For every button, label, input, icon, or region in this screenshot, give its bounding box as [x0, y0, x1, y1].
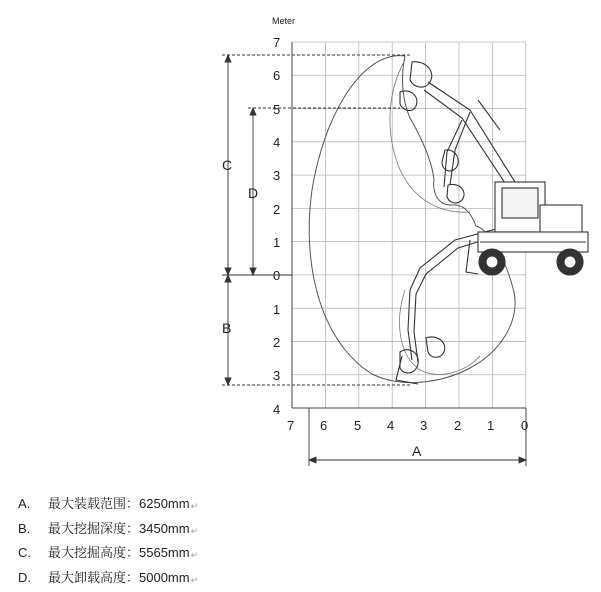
return-mark: ↵: [191, 501, 199, 511]
dim-label-b: B: [222, 320, 231, 336]
y-tick: 1: [273, 302, 280, 317]
excavator-body: [466, 182, 588, 275]
x-tick: 2: [454, 418, 461, 433]
dim-label-d: D: [248, 185, 258, 201]
inner-envelope-lower: [400, 290, 480, 374]
y-tick: 4: [273, 402, 280, 417]
spec-label: 最大装载范围：6250mm↵: [48, 494, 198, 516]
spec-key: A.: [18, 494, 42, 514]
spec-item: [18, 494, 418, 519]
x-tick: 6: [320, 418, 327, 433]
spec-label: 最大挖掘深度：3450mm↵: [48, 519, 198, 541]
x-tick: 1: [487, 418, 494, 433]
y-tick: 1: [273, 235, 280, 250]
spec-label: 最大卸载高度：5000mm↵: [48, 568, 198, 590]
spec-key: C.: [18, 543, 42, 563]
working-envelope: [309, 56, 515, 383]
spec-item: [18, 519, 418, 544]
spec-label: 最大挖掘高度：5565mm↵: [48, 543, 198, 565]
x-tick: 4: [387, 418, 394, 433]
unit-label: Meter: [272, 16, 295, 26]
return-mark: ↵: [191, 526, 199, 536]
spec-item: [18, 543, 418, 568]
return-mark: ↵: [191, 575, 199, 585]
y-tick: 2: [273, 335, 280, 350]
x-tick-labels: [287, 418, 528, 433]
spec-key: B.: [18, 519, 42, 539]
spec-key: D.: [18, 568, 42, 588]
spec-item: [18, 568, 418, 592]
y-tick: 7: [273, 35, 280, 50]
dim-label-a: A: [412, 443, 422, 459]
spec-list: [18, 494, 418, 592]
y-tick: 5: [273, 102, 280, 117]
return-mark: ↵: [191, 550, 199, 560]
y-tick: 3: [273, 168, 280, 183]
y-tick: 0: [273, 268, 280, 283]
x-tick: 5: [354, 418, 361, 433]
x-tick: 3: [420, 418, 427, 433]
y-tick: 4: [273, 135, 280, 150]
y-tick: 2: [273, 202, 280, 217]
x-tick: 0: [521, 418, 528, 433]
y-tick: 6: [273, 68, 280, 83]
dim-label-c: C: [222, 157, 232, 173]
x-tick: 7: [287, 418, 294, 433]
y-tick-labels: [273, 35, 280, 417]
y-tick: 3: [273, 368, 280, 383]
